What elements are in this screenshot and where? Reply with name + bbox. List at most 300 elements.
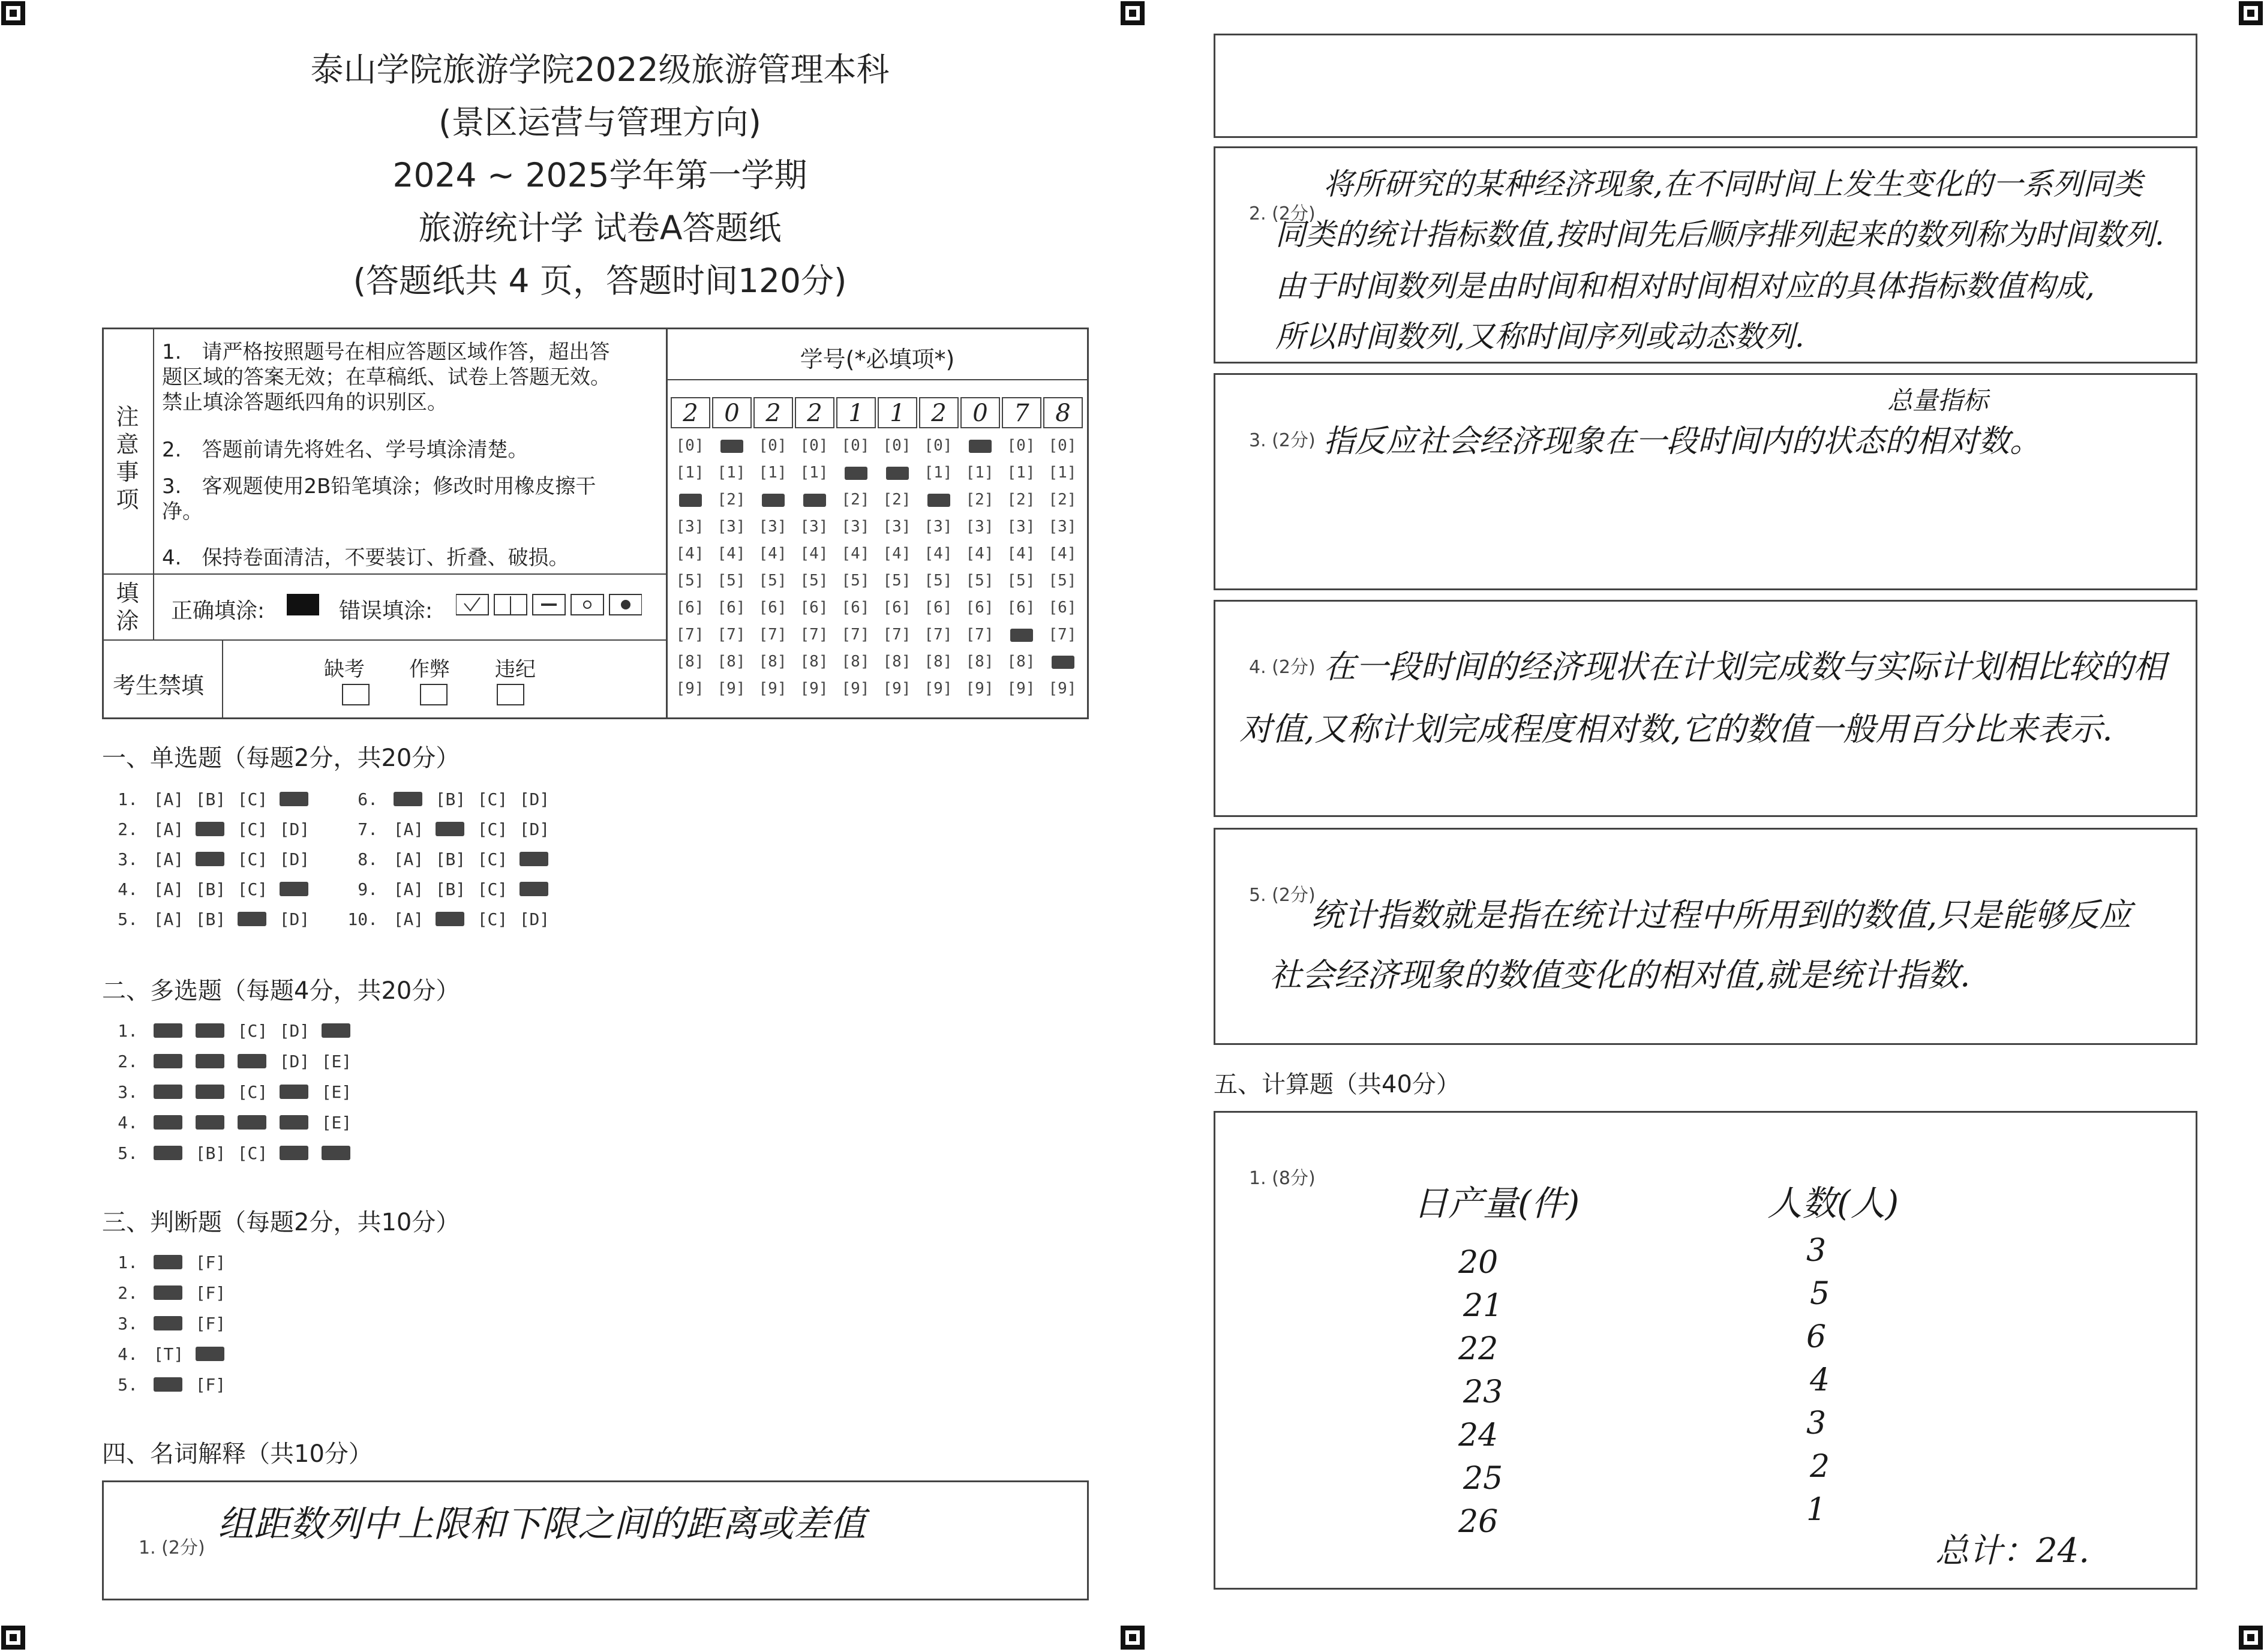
answer-bubble[interactable]: [148, 1252, 190, 1272]
title-line-3: 2024 ~ 2025学年第一学期: [392, 156, 807, 194]
answer-bubble[interactable]: [C]: [477, 909, 508, 929]
student-id-bubble[interactable]: [9]: [717, 680, 746, 698]
student-id-digit[interactable]: 2: [795, 397, 834, 428]
student-id-bubble[interactable]: [3]: [924, 518, 953, 536]
answer-bubble[interactable]: [190, 1082, 232, 1102]
calc-col2-header: 人数(人): [1767, 1183, 1899, 1224]
student-id-bubble[interactable]: [4]: [1048, 545, 1077, 563]
answer-bubble[interactable]: [148, 1375, 190, 1395]
question-number: 5.: [118, 909, 138, 929]
student-id-bubble[interactable]: [1]: [965, 464, 994, 482]
definition-answer-1: 组距数列中上限和下限之间的距离或差值: [218, 1503, 866, 1545]
section-calculation-title: 五、计算题（共40分）: [1214, 1071, 1460, 1098]
definition-label-5: 5. (2分): [1249, 885, 1316, 906]
student-id-bubble[interactable]: [5]: [965, 572, 994, 590]
student-id-bubble[interactable]: [796, 491, 832, 509]
student-id-bubble[interactable]: [8]: [841, 653, 870, 671]
student-id-digit[interactable]: 2: [671, 397, 710, 428]
student-id-digit[interactable]: 0: [712, 397, 752, 428]
calculation-label-1: 1. (8分): [1249, 1168, 1316, 1189]
student-id-bubble[interactable]: [3]: [675, 518, 704, 536]
notice-item-4: 4. 保持卷面清洁，不要装订、折叠、破损。: [162, 546, 569, 570]
student-id-bubble[interactable]: [3]: [1007, 518, 1035, 536]
question-number: 1.: [118, 1252, 138, 1272]
answer-bubble[interactable]: [190, 1052, 232, 1071]
student-id-bubble[interactable]: [4]: [924, 545, 953, 563]
student-id-bubble[interactable]: [1]: [1007, 464, 1035, 482]
question-row: [102, 1314, 232, 1333]
definition-answer-4-line-2: 对值,又称计划完成程度相对数,它的数值一般用百分比来表示.: [1239, 710, 2113, 748]
answer-bubble[interactable]: [A]: [393, 849, 424, 869]
student-id-bubble[interactable]: [0]: [924, 437, 953, 455]
question-row: [102, 789, 316, 809]
student-id-bubble[interactable]: [672, 491, 708, 509]
definition-label-3: 3. (2分): [1249, 430, 1316, 451]
calc-x-value: 23: [1463, 1374, 1503, 1410]
divider: [222, 639, 223, 719]
divider: [153, 573, 154, 639]
answer-bubble[interactable]: [232, 909, 274, 929]
student-id-bubble[interactable]: [6]: [758, 599, 787, 617]
question-number: 3.: [118, 1314, 138, 1333]
definition-answer-2-line-1: 将所研究的某种经济现象,在不同时间上发生变化的一系列同类: [1323, 167, 2143, 202]
notice-label: 注意事项: [116, 404, 139, 513]
calc-n-value: 3: [1806, 1405, 1827, 1441]
question-row: [102, 879, 316, 899]
definition-answer-3-insert: 总量指标: [1887, 386, 1989, 415]
answer-bubble[interactable]: [D]: [279, 849, 310, 869]
title-line-1: 泰山学院旅游学院2022级旅游管理本科: [310, 50, 890, 89]
answer-bubble[interactable]: [A]: [153, 849, 184, 869]
answer-bubble[interactable]: [B]: [195, 1143, 226, 1163]
student-id-bubble[interactable]: [8]: [800, 653, 828, 671]
correct-fill-label: 正确填涂:: [171, 599, 265, 623]
definition-label-2: 2. (2分): [1249, 203, 1316, 224]
answer-bubble[interactable]: [274, 1082, 316, 1102]
student-id-bubble[interactable]: [7]: [924, 626, 953, 644]
definition-answer-3: 指反应社会经济现象在一段时间内的状态的相对数。: [1323, 423, 2041, 459]
answer-box-blank[interactable]: [1214, 34, 2197, 138]
question-row: [102, 849, 316, 869]
answer-bubble[interactable]: [D]: [279, 1052, 310, 1071]
answer-bubble[interactable]: [C]: [477, 849, 508, 869]
calculation-box-1[interactable]: [1214, 1111, 2197, 1590]
calc-n-value: 4: [1810, 1362, 1830, 1398]
notice-item-1: 1. 请严格按照题号在相应答题区域作答，超出答题区域的答案无效；在草稿纸、试卷上答题无效。禁止填涂答题纸四角的识别区。: [162, 340, 611, 414]
answer-bubble[interactable]: [A]: [153, 819, 184, 839]
answer-bubble[interactable]: [148, 1314, 190, 1333]
wrong-fill-samples: [456, 593, 642, 617]
student-id-bubble[interactable]: [1]: [924, 464, 953, 482]
student-id-bubble[interactable]: [837, 464, 873, 482]
student-id-bubble[interactable]: [7]: [800, 626, 828, 644]
question-number: 4.: [118, 1344, 138, 1364]
student-id-bubble[interactable]: [7]: [841, 626, 870, 644]
answer-bubble[interactable]: [C]: [237, 879, 268, 899]
calc-n-value: 1: [1806, 1492, 1827, 1528]
student-id-bubble[interactable]: [879, 464, 915, 482]
student-id-bubble[interactable]: [0]: [882, 437, 911, 455]
calc-x-value: 22: [1458, 1331, 1499, 1367]
student-id-bubble[interactable]: [4]: [882, 545, 911, 563]
student-id-bubble[interactable]: [5]: [882, 572, 911, 590]
answer-bubble[interactable]: [148, 1143, 190, 1163]
answer-bubble[interactable]: [B]: [435, 849, 466, 869]
student-id-bubble[interactable]: [0]: [675, 437, 704, 455]
student-id-bubble[interactable]: [9]: [1007, 680, 1035, 698]
student-id-bubble[interactable]: [6]: [1007, 599, 1035, 617]
calc-total: 总计：24.: [1935, 1531, 2090, 1570]
student-id-bubble[interactable]: [6]: [1048, 599, 1077, 617]
answer-bubble[interactable]: [190, 849, 232, 869]
answer-bubble[interactable]: [148, 1021, 190, 1041]
question-row: [342, 849, 556, 869]
question-number: 2.: [118, 819, 138, 839]
answer-bubble[interactable]: [274, 879, 316, 899]
student-id-bubble[interactable]: [1044, 653, 1080, 671]
student-id-bubble[interactable]: [0]: [800, 437, 828, 455]
answer-bubble[interactable]: [B]: [195, 909, 226, 929]
student-id-bubble[interactable]: [4]: [841, 545, 870, 563]
student-id-bubble[interactable]: [3]: [717, 518, 746, 536]
answer-bubble[interactable]: [C]: [237, 789, 268, 809]
student-id-bubble[interactable]: [8]: [924, 653, 953, 671]
answer-bubble[interactable]: [A]: [393, 819, 424, 839]
answer-bubble[interactable]: [D]: [519, 909, 550, 929]
answer-bubble[interactable]: [C]: [477, 879, 508, 899]
answer-bubble[interactable]: [190, 1113, 232, 1133]
student-id-bubble[interactable]: [2]: [841, 491, 870, 509]
student-id-bubble[interactable]: [2]: [1048, 491, 1077, 509]
divider: [102, 639, 666, 641]
definition-box-2[interactable]: [1214, 146, 2197, 364]
student-id-bubble[interactable]: [9]: [675, 680, 704, 698]
student-id-bubble[interactable]: [9]: [841, 680, 870, 698]
section-single-choice-title: 一、单选题（每题2分，共20分）: [102, 744, 460, 772]
question-number: 6.: [358, 789, 378, 809]
answer-bubble[interactable]: [F]: [195, 1283, 226, 1303]
answer-bubble[interactable]: [B]: [435, 879, 466, 899]
answer-bubble[interactable]: [232, 1052, 274, 1071]
student-id-bubble[interactable]: [1]: [1048, 464, 1077, 482]
student-id-bubble[interactable]: [1]: [717, 464, 746, 482]
student-id-title: 学号(*必填项*): [800, 346, 955, 373]
answer-bubble[interactable]: [B]: [195, 789, 226, 809]
student-id-bubble[interactable]: [962, 437, 998, 455]
answer-bubble[interactable]: [C]: [237, 819, 268, 839]
answer-bubble[interactable]: [430, 819, 472, 839]
definition-answer-5-line-1: 统计指数就是指在统计过程中所用到的数值,只是能够反应: [1311, 896, 2132, 934]
student-id-bubble[interactable]: [7]: [758, 626, 787, 644]
definition-box-3[interactable]: [1214, 373, 2197, 590]
question-row: [102, 1375, 232, 1395]
question-row: [102, 819, 316, 839]
violation-label: 违纪: [495, 657, 536, 681]
answer-bubble[interactable]: [A]: [153, 789, 184, 809]
student-id-bubble[interactable]: [6]: [717, 599, 746, 617]
student-id-bubble[interactable]: [7]: [882, 626, 911, 644]
answer-bubble[interactable]: [190, 819, 232, 839]
question-number: 4.: [118, 1113, 138, 1133]
student-id-digit[interactable]: 7: [1002, 397, 1041, 428]
answer-bubble[interactable]: [D]: [519, 819, 550, 839]
fill-label: 填涂: [116, 580, 139, 634]
student-id-bubble[interactable]: [3]: [882, 518, 911, 536]
student-id-bubble[interactable]: [7]: [717, 626, 746, 644]
question-number: 1.: [118, 1021, 138, 1041]
student-id-bubble[interactable]: [2]: [882, 491, 911, 509]
question-row: [342, 909, 556, 929]
question-row: [102, 1082, 358, 1102]
calc-n-value: 3: [1806, 1233, 1827, 1269]
student-id-bubble[interactable]: [9]: [965, 680, 994, 698]
student-id-bubble[interactable]: [8]: [1007, 653, 1035, 671]
notice-item-2: 2. 答题前请先将姓名、学号填涂清楚。: [162, 438, 529, 462]
student-id-bubble[interactable]: [5]: [800, 572, 828, 590]
definition-label-4: 4. (2分): [1249, 657, 1316, 678]
answer-bubble[interactable]: [A]: [393, 909, 424, 929]
answer-bubble[interactable]: [E]: [321, 1113, 352, 1133]
definition-box-5[interactable]: [1214, 828, 2197, 1045]
student-id-digit[interactable]: 2: [919, 397, 959, 428]
student-id-bubble[interactable]: [5]: [1048, 572, 1077, 590]
answer-bubble[interactable]: [C]: [237, 1082, 268, 1102]
answer-bubble[interactable]: [D]: [279, 819, 310, 839]
calc-x-value: 25: [1463, 1461, 1503, 1497]
answer-bubble[interactable]: [148, 1082, 190, 1102]
answer-bubble[interactable]: [C]: [237, 1021, 268, 1041]
calc-x-value: 21: [1463, 1288, 1503, 1324]
question-number: 10.: [347, 909, 378, 929]
question-row: [102, 909, 316, 929]
answer-bubble[interactable]: [C]: [477, 819, 508, 839]
divider: [102, 573, 666, 575]
student-id-bubble[interactable]: [2]: [965, 491, 994, 509]
answer-bubble[interactable]: [E]: [321, 1052, 352, 1071]
student-id-bubble[interactable]: [3]: [758, 518, 787, 536]
student-id-bubble[interactable]: [0]: [1048, 437, 1077, 455]
student-id-bubble[interactable]: [7]: [1048, 626, 1077, 644]
student-id-bubble[interactable]: [3]: [800, 518, 828, 536]
section-true-false-title: 三、判断题（每题2分，共10分）: [102, 1209, 460, 1236]
student-id-bubble[interactable]: [5]: [717, 572, 746, 590]
answer-bubble[interactable]: [B]: [195, 879, 226, 899]
notice-item-3: 3. 客观题使用2B铅笔填涂；修改时用橡皮擦干净。: [162, 474, 596, 524]
student-id-bubble[interactable]: [4]: [800, 545, 828, 563]
question-number: 1.: [118, 789, 138, 809]
answer-bubble[interactable]: [E]: [321, 1082, 352, 1102]
answer-bubble[interactable]: [A]: [153, 879, 184, 899]
title-line-4: 旅游统计学 试卷A答题纸: [418, 209, 782, 247]
question-row: [102, 1143, 358, 1163]
question-row: [342, 789, 556, 809]
calc-col1-header: 日产量(件): [1413, 1183, 1580, 1224]
student-id-bubble[interactable]: [0]: [841, 437, 870, 455]
title-line-2: (景区运营与管理方向): [439, 103, 761, 142]
student-id-bubble[interactable]: [5]: [675, 572, 704, 590]
student-id-bubble[interactable]: [4]: [1007, 545, 1035, 563]
student-id-bubble[interactable]: [3]: [965, 518, 994, 536]
answer-bubble[interactable]: [A]: [153, 909, 184, 929]
question-row: [342, 819, 556, 839]
student-id-bubble[interactable]: [4]: [717, 545, 746, 563]
question-row: [102, 1283, 232, 1303]
definition-answer-4-line-1: 在一段时间的经济现状在计划完成数与实际计划相比较的相: [1323, 648, 2166, 686]
answer-bubble[interactable]: [F]: [195, 1375, 226, 1395]
absent-label: 缺考: [324, 657, 365, 681]
calc-x-value: 26: [1458, 1504, 1499, 1540]
answer-bubble[interactable]: [B]: [435, 789, 466, 809]
divider: [666, 328, 668, 719]
student-id-bubble[interactable]: [9]: [758, 680, 787, 698]
student-id-digit[interactable]: 2: [753, 397, 793, 428]
question-number: 9.: [358, 879, 378, 899]
answer-bubble[interactable]: [190, 1344, 232, 1364]
student-id-digit[interactable]: 0: [960, 397, 1000, 428]
section-multi-choice-title: 二、多选题（每题4分，共20分）: [102, 977, 460, 1005]
student-id-bubble[interactable]: [755, 491, 791, 509]
question-number: 3.: [118, 1082, 138, 1102]
answer-bubble[interactable]: [F]: [195, 1252, 226, 1272]
student-id-bubble[interactable]: [4]: [758, 545, 787, 563]
student-id-bubble[interactable]: [9]: [800, 680, 828, 698]
question-number: 5.: [118, 1143, 138, 1163]
question-number: 8.: [358, 849, 378, 869]
question-row: [102, 1252, 232, 1272]
definition-answer-5-line-2: 社会经济现象的数值变化的相对值,就是统计指数.: [1269, 956, 1971, 994]
answer-bubble[interactable]: [514, 879, 556, 899]
answer-bubble[interactable]: [T]: [153, 1344, 184, 1364]
student-id-bubble[interactable]: [3]: [1048, 518, 1077, 536]
answer-bubble[interactable]: [316, 1021, 358, 1041]
student-id-bubble[interactable]: [7]: [965, 626, 994, 644]
student-id-bubble[interactable]: [6]: [924, 599, 953, 617]
violation-checkbox[interactable]: [497, 684, 524, 705]
answer-bubble[interactable]: [388, 789, 430, 809]
student-id-bubble[interactable]: [1003, 626, 1039, 644]
student-id-bubble[interactable]: [920, 491, 956, 509]
answer-bubble[interactable]: [A]: [393, 879, 424, 899]
student-id-bubble[interactable]: [713, 437, 749, 455]
student-id-bubble[interactable]: [8]: [675, 653, 704, 671]
student-id-bubble[interactable]: [0]: [758, 437, 787, 455]
correct-fill-sample: [287, 594, 319, 615]
student-id-bubble[interactable]: [8]: [758, 653, 787, 671]
answer-bubble[interactable]: [C]: [477, 789, 508, 809]
divider: [666, 379, 1089, 380]
answer-bubble[interactable]: [274, 1143, 316, 1163]
answer-bubble[interactable]: [C]: [237, 849, 268, 869]
question-row: [102, 1021, 358, 1041]
definition-answer-2-line-4: 所以时间数列,又称时间序列或动态数列.: [1275, 319, 1804, 354]
definition-answer-2-line-2: 同类的统计指标数值,按时间先后顺序排列起来的数列称为时间数列.: [1275, 217, 2164, 252]
question-row: [102, 1052, 358, 1071]
answer-bubble[interactable]: [232, 1113, 274, 1133]
answer-bubble[interactable]: [316, 1143, 358, 1163]
student-id-bubble[interactable]: [4]: [675, 545, 704, 563]
definition-label-1: 1. (2分): [139, 1537, 205, 1558]
definition-box-4[interactable]: [1214, 600, 2197, 817]
answer-bubble[interactable]: [274, 789, 316, 809]
title-line-5: (答题纸共 4 页，答题时间120分): [353, 262, 847, 300]
calc-n-value: 6: [1806, 1319, 1827, 1355]
student-id-bubble[interactable]: [1]: [800, 464, 828, 482]
answer-bubble[interactable]: [274, 1113, 316, 1133]
question-row: [342, 879, 556, 899]
question-row: [102, 1113, 358, 1133]
student-id-bubble[interactable]: [6]: [841, 599, 870, 617]
student-id-bubble[interactable]: [0]: [1007, 437, 1035, 455]
calc-n-value: 2: [1810, 1449, 1830, 1485]
student-id-bubble[interactable]: [5]: [758, 572, 787, 590]
cheat-label: 作弊: [409, 657, 450, 681]
student-id-bubble[interactable]: [1]: [758, 464, 787, 482]
student-id-bubble[interactable]: [9]: [1048, 680, 1077, 698]
student-id-bubble[interactable]: [9]: [882, 680, 911, 698]
definition-answer-2-line-3: 由于时间数列是由时间和相对时间相对应的具体指标数值构成,: [1275, 269, 2095, 304]
student-id-bubble[interactable]: [5]: [924, 572, 953, 590]
answer-bubble[interactable]: [D]: [519, 789, 550, 809]
section-definitions-title: 四、名词解释（共10分）: [102, 1440, 373, 1468]
forbid-label: 考生禁填: [113, 672, 205, 699]
question-number: 7.: [358, 819, 378, 839]
student-id-bubble[interactable]: [7]: [675, 626, 704, 644]
answer-bubble[interactable]: [D]: [279, 1021, 310, 1041]
answer-bubble[interactable]: [148, 1113, 190, 1133]
student-id-bubble[interactable]: [1]: [675, 464, 704, 482]
question-number: 2.: [118, 1052, 138, 1071]
absent-checkbox[interactable]: [342, 684, 370, 705]
calc-x-value: 24: [1458, 1417, 1499, 1453]
student-id-bubble[interactable]: [8]: [965, 653, 994, 671]
right-page: [1132, 0, 2264, 1652]
calc-n-value: 5: [1810, 1276, 1830, 1312]
question-number: 4.: [118, 879, 138, 899]
answer-bubble[interactable]: [190, 1021, 232, 1041]
cheat-checkbox[interactable]: [420, 684, 448, 705]
student-id-bubble[interactable]: [8]: [717, 653, 746, 671]
student-id-bubble[interactable]: [6]: [800, 599, 828, 617]
student-id-digit[interactable]: 8: [1043, 397, 1083, 428]
question-number: 5.: [118, 1375, 138, 1395]
student-id-bubble[interactable]: [6]: [882, 599, 911, 617]
student-id-digit[interactable]: 1: [836, 397, 876, 428]
student-id-bubble[interactable]: [9]: [924, 680, 953, 698]
student-id-bubble[interactable]: [8]: [882, 653, 911, 671]
answer-bubble[interactable]: [148, 1283, 190, 1303]
student-id-bubble[interactable]: [5]: [841, 572, 870, 590]
answer-bubble[interactable]: [514, 849, 556, 869]
calc-x-value: 20: [1458, 1245, 1499, 1281]
student-id-bubble[interactable]: [2]: [717, 491, 746, 509]
definition-box-1[interactable]: [102, 1480, 1089, 1600]
answer-bubble[interactable]: [148, 1052, 190, 1071]
answer-bubble[interactable]: [430, 909, 472, 929]
question-number: 2.: [118, 1283, 138, 1303]
student-id-digit[interactable]: 1: [878, 397, 917, 428]
student-id-bubble[interactable]: [6]: [965, 599, 994, 617]
wrong-fill-label: 错误填涂:: [339, 599, 433, 623]
question-row: [102, 1344, 232, 1364]
student-id-bubble[interactable]: [6]: [675, 599, 704, 617]
answer-bubble[interactable]: [F]: [195, 1314, 226, 1333]
student-id-bubble[interactable]: [4]: [965, 545, 994, 563]
student-id-bubble[interactable]: [5]: [1007, 572, 1035, 590]
student-id-bubble[interactable]: [3]: [841, 518, 870, 536]
student-id-bubble[interactable]: [2]: [1007, 491, 1035, 509]
answer-bubble[interactable]: [D]: [279, 909, 310, 929]
answer-bubble[interactable]: [C]: [237, 1143, 268, 1163]
